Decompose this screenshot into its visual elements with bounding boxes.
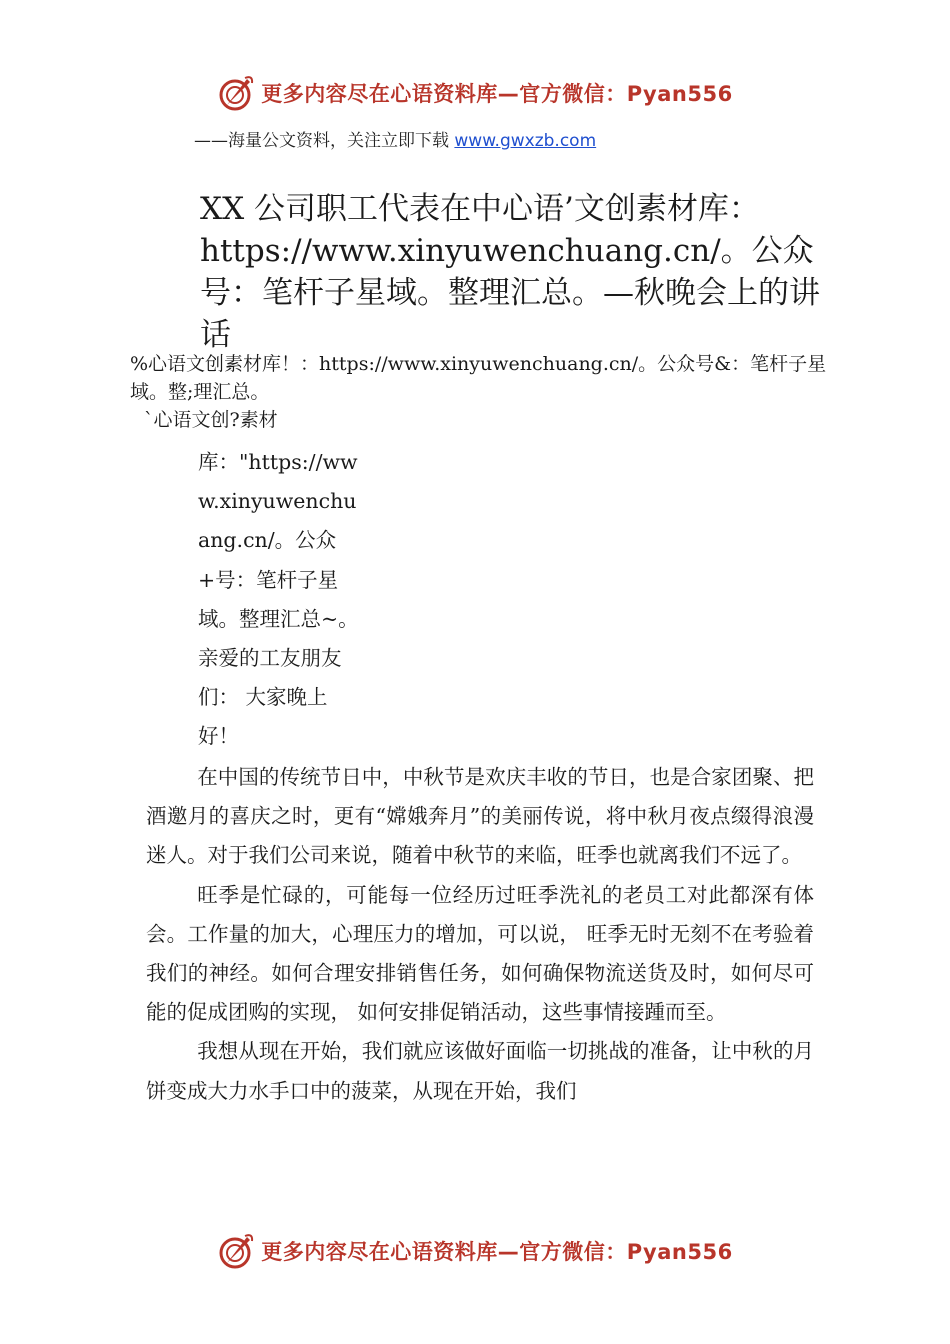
site-link[interactable]: www.gwxzb.com [454, 131, 597, 151]
footer-banner [0, 1226, 950, 1276]
sub-header-line [194, 126, 596, 151]
watermark-note-2: `心语文创?素材 [144, 409, 278, 431]
sub-header-text: ——海量公文资料，关注立即下载 [194, 131, 455, 151]
greeting-column: 库："https://www.xinyuwenchuang.cn/。公众+号：笔杆子星域。整理汇总~。亲爱的工友朋友们： 大家晚上好！ [198, 450, 359, 749]
watermark-note: %心语文创素材库！：https://www.xinyuwenchuang.cn/。公众号&：笔杆子星域。整;理汇总。 [130, 353, 827, 403]
quill-seal-icon [217, 1231, 257, 1271]
paragraph: 在中国的传统节日中，中秋节是欢庆丰收的节日，也是合家团聚、把酒邀月的喜庆之时，更有“嫦娥奔月”的美丽传说，将中秋月夜点缀得浪漫迷人。对于我们公司来说，随着中秋节的来临，旺季也就离我们不远了。 [146, 765, 814, 868]
paragraph: 旺季是忙碌的，可能每一位经历过旺季洗礼的老员工对此都深有体会。工作量的加大，心理压力的增加，可以说， 旺季无时无刻不在考验着我们的神经。如何合理安排销售任务，如何确保物流送货及时，如何尽可能的促成团购的实现， 如何安排促销活动，这些事情接踵而至。 [146, 882, 814, 1025]
speech-body [146, 758, 814, 1111]
quill-seal-icon [217, 73, 257, 113]
document-title: XX 公司职工代表在中心语’文创素材库：https://www.xinyuwenchuang.cn/。公众号：笔杆子星域。整理汇总。—秋晚会上的讲话 [200, 191, 820, 353]
header-banner [0, 68, 950, 118]
header-banner-text: 更多内容尽在心语资料库—官方微信：Pyan556 [261, 82, 733, 106]
footer-banner-text: 更多内容尽在心语资料库—官方微信：Pyan556 [261, 1240, 733, 1264]
paragraph: 我想从现在开始，我们就应该做好面临一切挑战的准备，让中秋的月饼变成大力水手口中的菠菜，从现在开始，我们 [146, 1039, 814, 1103]
